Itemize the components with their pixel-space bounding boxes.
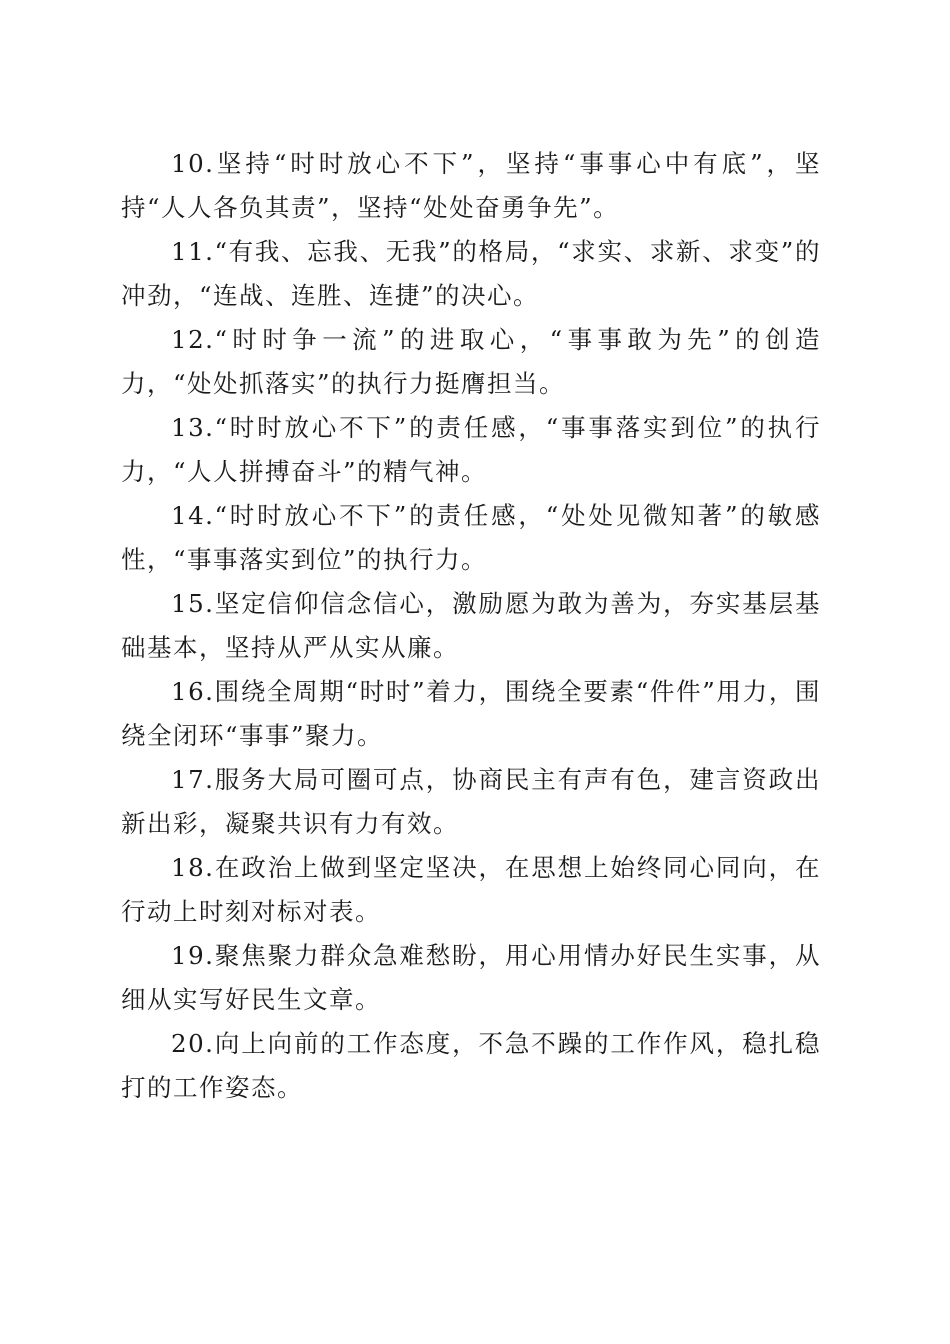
list-item: 16.围绕全周期“时时”着力，围绕全要素“件件”用力，围绕全闭环“事事”聚力。 — [121, 677, 821, 750]
list-item: 20.向上向前的工作态度，不急不躁的工作作风，稳扎稳打的工作姿态。 — [121, 1029, 821, 1102]
list-item: 13.“时时放心不下”的责任感，“事事落实到位”的执行力，“人人拼搏奋斗”的精气神。 — [121, 413, 821, 486]
list-item: 10.坚持“时时放心不下”，坚持“事事心中有底”，坚持“人人各负其责”，坚持“处处奋勇争先”。 — [121, 149, 821, 222]
list-item: 14.“时时放心不下”的责任感，“处处见微知著”的敏感性，“事事落实到位”的执行力。 — [121, 501, 821, 574]
document-body — [121, 142, 821, 1110]
list-item: 12.“时时争一流”的进取心，“事事敢为先”的创造力，“处处抓落实”的执行力挺膺担当。 — [121, 325, 821, 398]
list-item: 18.在政治上做到坚定坚决，在思想上始终同心同向，在行动上时刻对标对表。 — [121, 853, 821, 926]
list-item: 19.聚焦聚力群众急难愁盼，用心用情办好民生实事，从细从实写好民生文章。 — [121, 941, 821, 1014]
list-item: 17.服务大局可圈可点，协商民主有声有色，建言资政出新出彩，凝聚共识有力有效。 — [121, 765, 821, 838]
list-item: 15.坚定信仰信念信心，激励愿为敢为善为，夯实基层基础基本，坚持从严从实从廉。 — [121, 589, 821, 662]
list-item: 11.“有我、忘我、无我”的格局，“求实、求新、求变”的冲劲，“连战、连胜、连捷”的决心。 — [121, 237, 821, 310]
